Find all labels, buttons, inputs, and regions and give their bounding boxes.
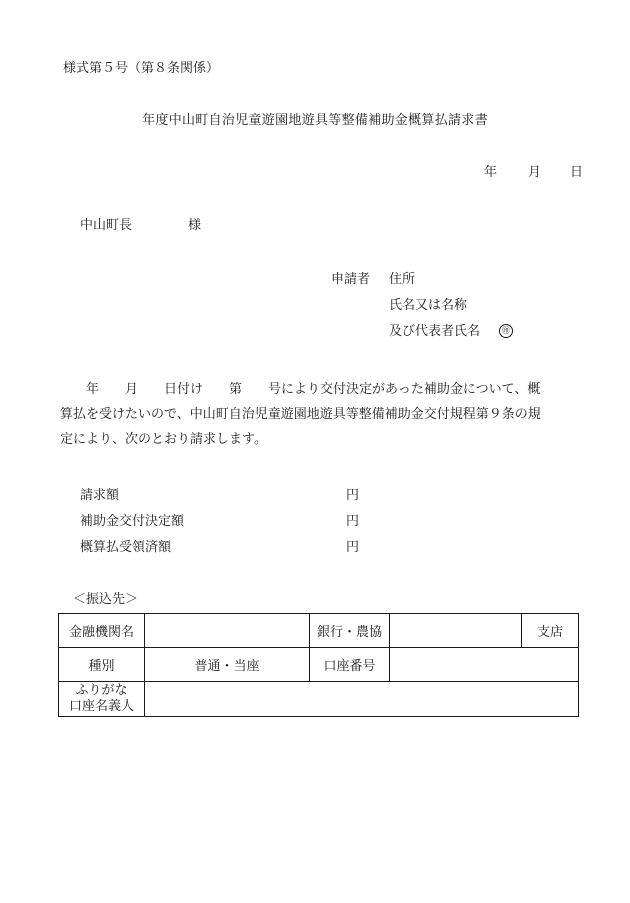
date-month: 月: [528, 165, 542, 180]
grant-decision-amount-label: 補助金交付決定額: [80, 514, 185, 529]
account-holder-field: [145, 682, 579, 717]
transfer-heading: ＜振込先＞: [73, 592, 139, 607]
holder-label-cell: [59, 682, 145, 717]
request-amount-label: 請求額: [80, 488, 120, 503]
form-number: 様式第５号（第８条関係）: [63, 61, 220, 76]
branch-label: 支店: [522, 614, 579, 648]
received-amount-label: 概算払受領済額: [80, 540, 172, 555]
account-number-field: [390, 648, 579, 682]
grant-decision-amount-unit: 円: [346, 514, 360, 529]
table-row: [59, 614, 579, 648]
applicant-label: 申請者: [331, 272, 371, 287]
received-amount-unit: 円: [346, 540, 360, 555]
institution-field: [145, 614, 310, 648]
date-day: 日: [570, 165, 584, 180]
request-amount-unit: 円: [346, 488, 360, 503]
addressee-name: 中山町長: [80, 218, 133, 233]
table-row: [59, 648, 579, 682]
date-year: 年: [484, 165, 498, 180]
request-body: [60, 377, 582, 452]
account-type-value: 普通・当座: [145, 648, 310, 682]
table-row: [59, 682, 579, 717]
name-label: 氏名又は名称: [389, 298, 468, 313]
body-line: 年 月 日付け 第 号により交付決定があった補助金について、概: [60, 382, 541, 397]
seal-mark-icon: ㊞: [499, 324, 513, 338]
furigana-label: ふりがな: [75, 683, 128, 698]
document-title: 年度中山町自治児童遊園地遊具等整備補助金概算払請求書: [142, 113, 488, 128]
body-line: 定により、次のとおり請求します。: [60, 432, 267, 447]
bank-account-table: [58, 613, 579, 717]
account-number-label: 口座番号: [310, 648, 390, 682]
representative-label: 及び代表者氏名: [389, 324, 481, 339]
body-line: 算払を受けたいので、中山町自治児童遊園地遊具等整備補助金交付規程第９条の規: [60, 407, 541, 422]
account-holder-label: 口座名義人: [68, 699, 134, 714]
institution-label: 金融機関名: [59, 614, 145, 648]
account-type-label: 種別: [59, 648, 145, 682]
bank-type-label: 銀行・農協: [310, 614, 390, 648]
address-label: 住所: [389, 272, 416, 287]
branch-field: [390, 614, 522, 648]
addressee-honorific: 様: [188, 218, 202, 233]
